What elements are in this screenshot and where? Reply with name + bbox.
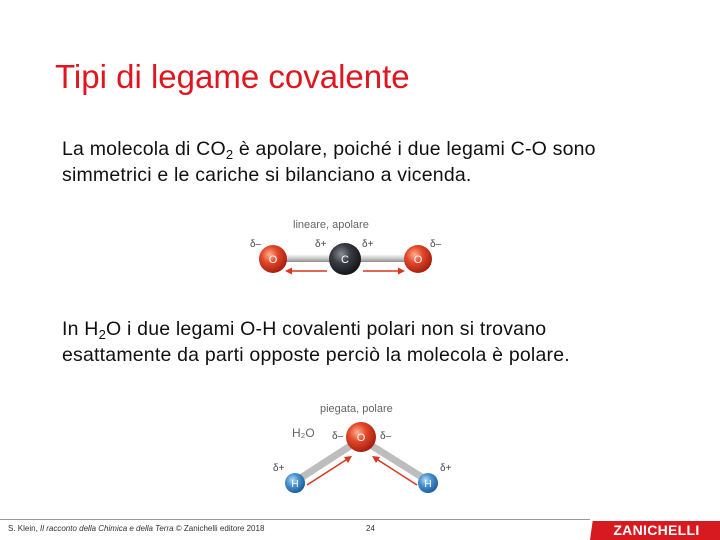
publisher-logo bbox=[590, 521, 720, 540]
co2-oxygen-right-label: O bbox=[413, 254, 423, 266]
paragraph-co2-part2: è apolare, poiché i due legami C-O sono simmetrici e le cariche si bilanciano a vicenda. bbox=[62, 138, 596, 186]
credit-author: S. Klein, bbox=[8, 524, 41, 533]
paragraph-h2o-part1: In H bbox=[62, 318, 99, 340]
footer-credit bbox=[8, 524, 264, 533]
h2o-shape-label: piegata, polare bbox=[320, 403, 393, 415]
credit-publisher: © Zanichelli editore 2018 bbox=[173, 524, 265, 533]
h2o-charge-o-left: δ– bbox=[332, 431, 344, 442]
paragraph-h2o bbox=[62, 316, 622, 368]
page-number: 24 bbox=[366, 524, 375, 533]
h2o-charge-h-right: δ+ bbox=[440, 463, 452, 474]
paragraph-h2o-subscript: 2 bbox=[98, 327, 107, 342]
h2o-dipole-arrowhead-left bbox=[344, 456, 352, 463]
co2-charge-left: δ– bbox=[250, 239, 262, 250]
paragraph-co2-part1: La molecola di CO bbox=[62, 138, 226, 160]
h2o-hydrogen-right-label: H bbox=[424, 479, 432, 490]
h2o-dipole-arrowhead-right bbox=[372, 456, 380, 463]
h2o-oxygen-label: O bbox=[356, 432, 366, 444]
h2o-formula: H₂O bbox=[292, 426, 315, 440]
co2-charge-right: δ– bbox=[430, 239, 442, 250]
co2-charge-center-left: δ+ bbox=[315, 239, 327, 250]
h2o-figure bbox=[265, 397, 475, 501]
credit-book-title: Il racconto della Chimica e della Terra bbox=[40, 524, 174, 533]
co2-charge-center-right: δ+ bbox=[362, 239, 374, 250]
publisher-logo-text: ZANICHELLI bbox=[613, 522, 700, 538]
h2o-charge-h-left: δ+ bbox=[273, 463, 285, 474]
co2-oxygen-left-label: O bbox=[268, 254, 278, 266]
co2-figure bbox=[245, 213, 455, 285]
co2-shape-label: lineare, apolare bbox=[293, 219, 369, 231]
h2o-charge-o-right: δ– bbox=[380, 431, 392, 442]
paragraph-co2 bbox=[62, 136, 622, 188]
co2-dipole-arrowhead-right bbox=[398, 268, 405, 275]
co2-dipole-arrowhead-left bbox=[285, 268, 292, 275]
footer bbox=[0, 519, 720, 540]
paragraph-h2o-part2: O i due legami O-H covalenti polari non si trovano esattamente da parti opposte perciò la molecola è polare. bbox=[62, 318, 570, 366]
paragraph-co2-subscript: 2 bbox=[225, 147, 234, 162]
footer-divider bbox=[0, 519, 590, 520]
h2o-hydrogen-left-label: H bbox=[291, 479, 299, 490]
slide-title: Tipi di legame covalente bbox=[55, 58, 410, 95]
co2-carbon-label: C bbox=[341, 254, 349, 266]
